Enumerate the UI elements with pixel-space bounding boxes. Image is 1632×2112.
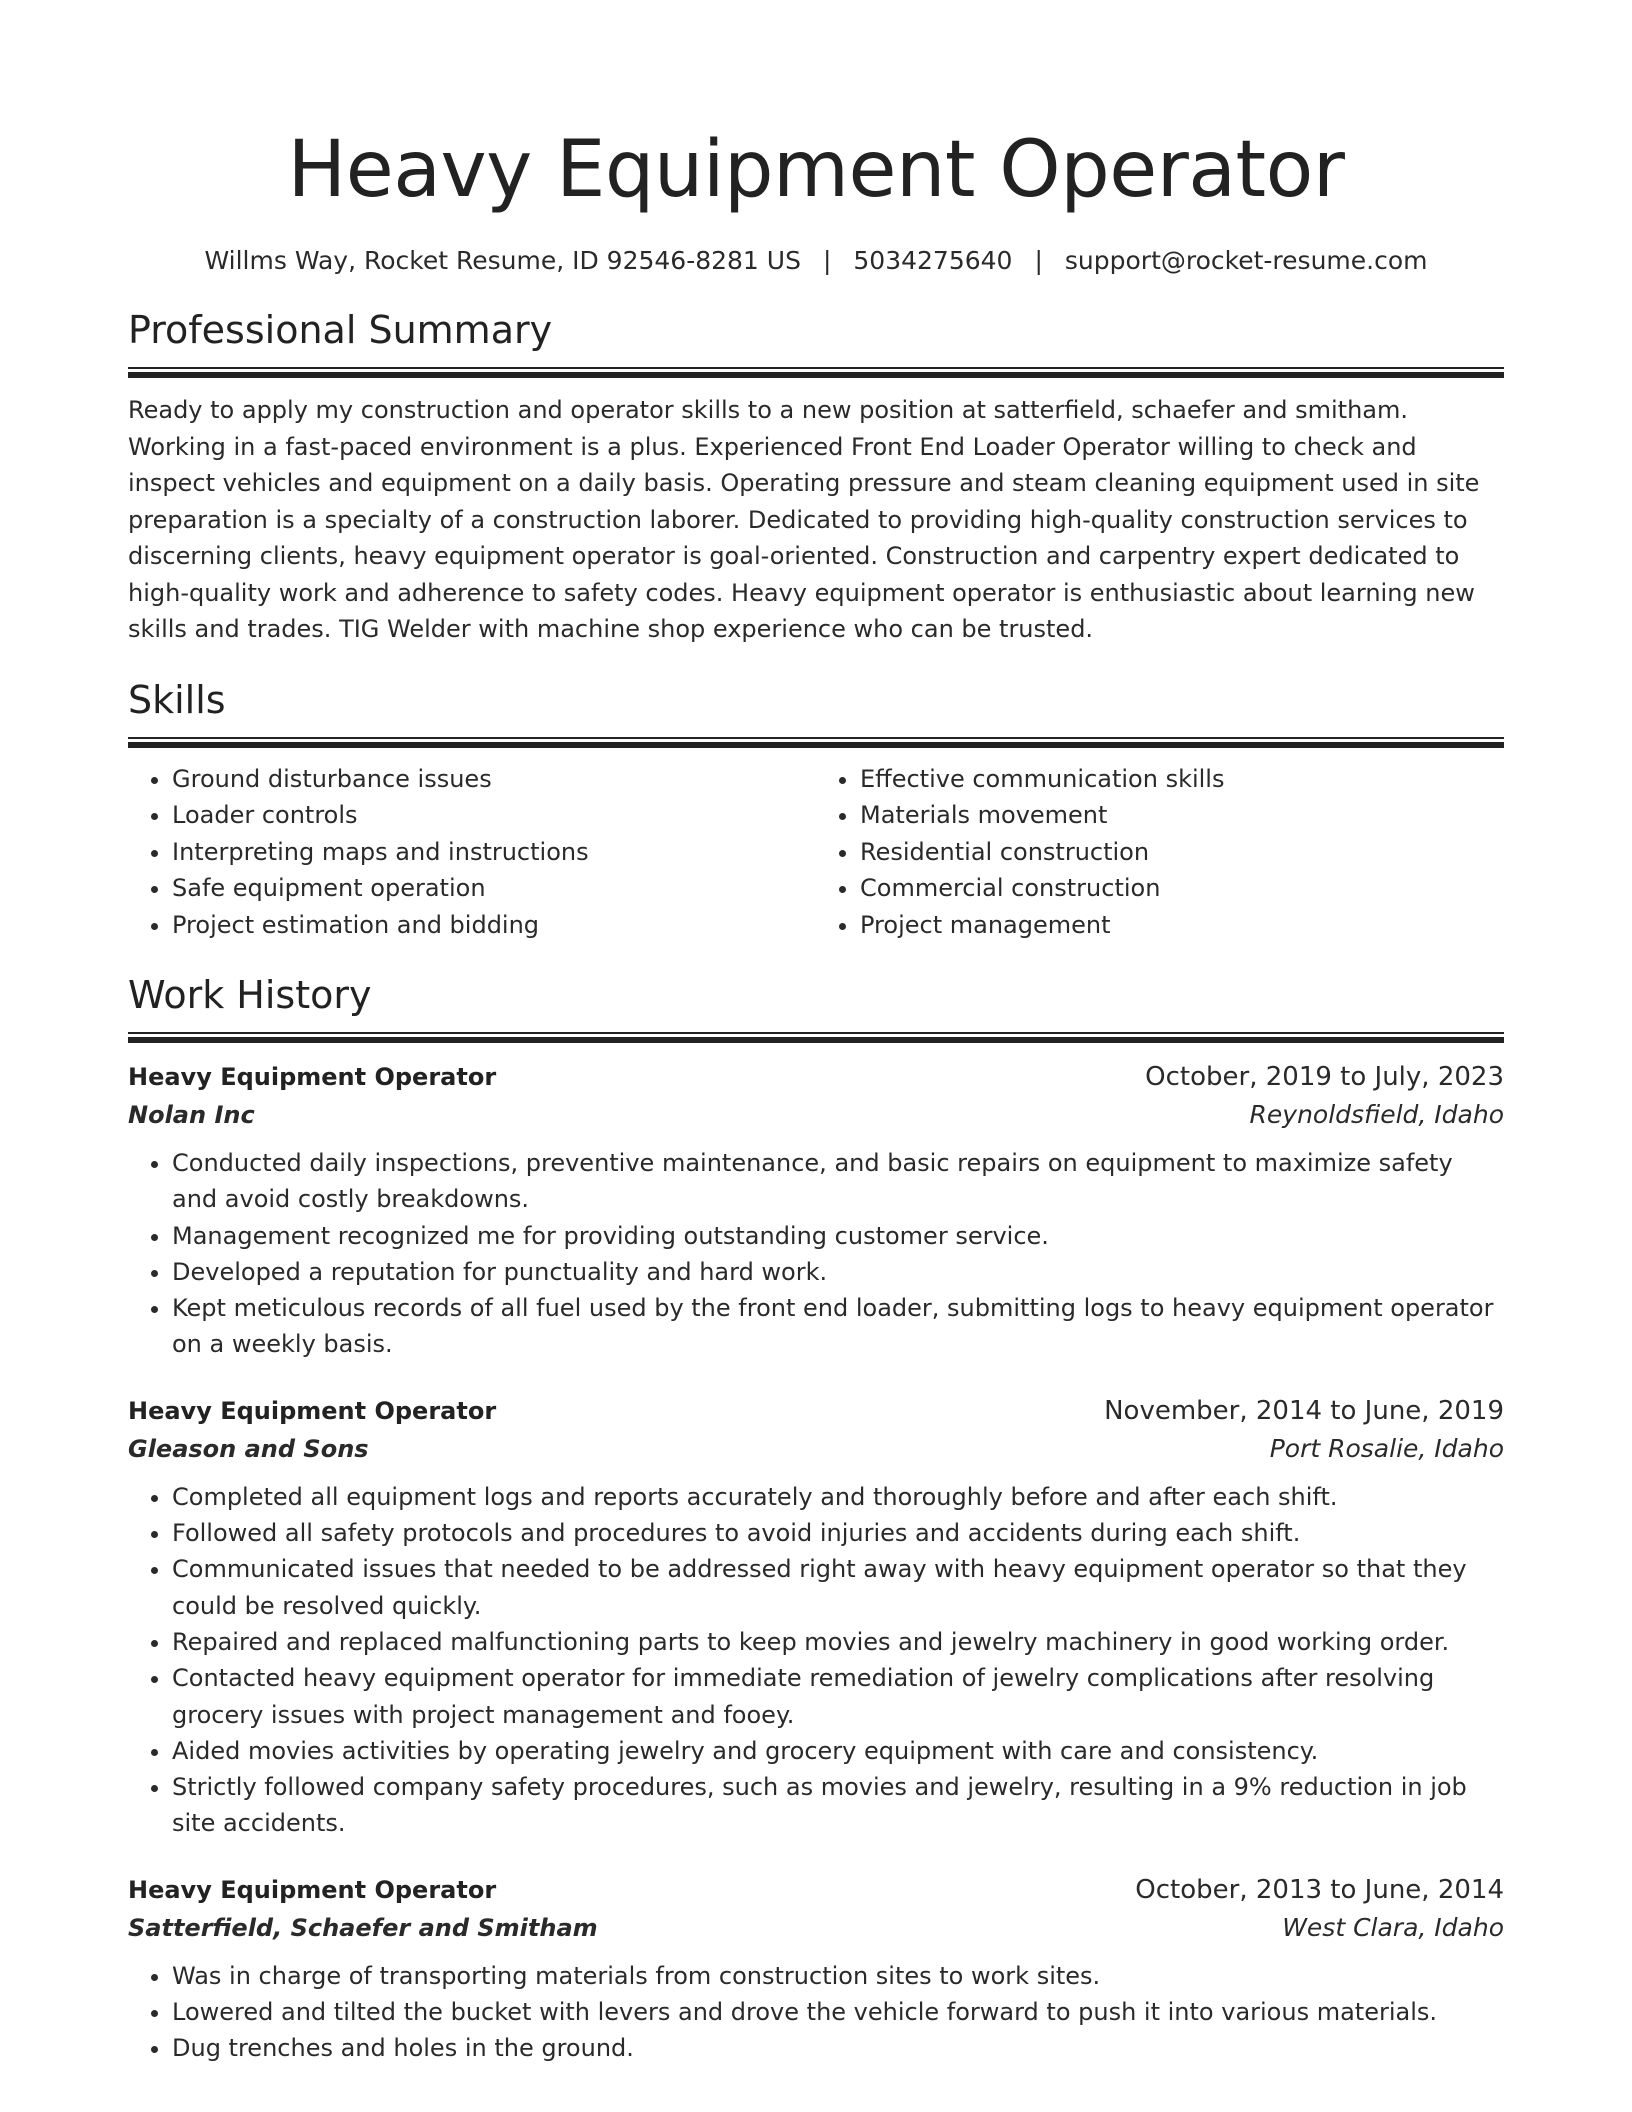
contact-address: Willms Way, Rocket Resume, ID 92546-8281 US	[204, 246, 801, 275]
job-bullet: • Management recognized me for providing outstanding customer service.	[172, 1218, 1504, 1254]
job-bullets	[128, 1479, 1504, 1842]
contact-phone: 5034275640	[853, 246, 1013, 275]
job-bullet: • Communicated issues that needed to be addressed right away with heavy equipment operator so that they could be resolved quickly.	[172, 1551, 1504, 1624]
skill-item: • Ground disturbance issues	[172, 761, 816, 798]
contact-email: support@rocket-resume.com	[1064, 246, 1428, 275]
skill-item: • Interpreting maps and instructions	[172, 834, 816, 871]
contact-separator: |	[1034, 246, 1043, 275]
skill-item: • Residential construction	[860, 834, 1504, 871]
job-entry	[128, 1057, 1504, 1363]
skills-columns	[128, 761, 1504, 944]
job-bullet: • Repaired and replaced malfunctioning parts to keep movies and jewelry machinery in good working order.	[172, 1624, 1504, 1660]
skills-section	[128, 676, 1504, 944]
job-title: Heavy Equipment Operator	[128, 1396, 497, 1425]
job-dates: October, 2019 to July, 2023	[1145, 1062, 1504, 1092]
job-dates: November, 2014 to June, 2019	[1104, 1395, 1504, 1426]
skill-item: • Project estimation and bidding	[172, 907, 816, 944]
job-header-row	[128, 1391, 1504, 1431]
job-company: Nolan Inc	[128, 1101, 255, 1129]
skill-item: • Commercial construction	[860, 870, 1504, 907]
skills-heading: Skills	[128, 677, 226, 722]
summary-section	[128, 306, 1504, 648]
skill-item: • Effective communication skills	[860, 761, 1504, 798]
job-bullet: • Developed a reputation for punctuality and hard work.	[172, 1254, 1504, 1290]
skill-item: • Materials movement	[860, 797, 1504, 834]
job-header-row	[128, 1870, 1504, 1910]
job-location: West Clara, Idaho	[1282, 1912, 1504, 1942]
job-title: Heavy Equipment Operator	[128, 1875, 497, 1904]
section-divider	[128, 737, 1504, 748]
skill-item: • Safe equipment operation	[172, 870, 816, 907]
skills-list-left	[128, 761, 816, 944]
job-location: Port Rosalie, Idaho	[1269, 1433, 1504, 1463]
contact-line	[128, 244, 1504, 278]
resume-name: Heavy Equipment Operator	[287, 125, 1345, 215]
job-bullet: • Strictly followed company safety procedures, such as movies and jewelry, resulting in a 9% reduction in job site accidents.	[172, 1769, 1504, 1842]
job-entry	[128, 1870, 1504, 2067]
job-company-row	[128, 1431, 1504, 1467]
skill-item: • Project management	[860, 907, 1504, 944]
job-bullets	[128, 1145, 1504, 1363]
job-company-row	[128, 1910, 1504, 1946]
job-bullet: • Dug trenches and holes in the ground.	[172, 2030, 1504, 2066]
job-company-row	[128, 1097, 1504, 1133]
job-bullet: • Contacted heavy equipment operator for immediate remediation of jewelry complications after resolving grocery issues with project management and fooey.	[172, 1660, 1504, 1733]
job-bullet: • Aided movies activities by operating jewelry and grocery equipment with care and consistency.	[172, 1733, 1504, 1769]
job-bullets	[128, 1958, 1504, 2067]
contact-separator: |	[822, 246, 832, 275]
summary-text: Ready to apply my construction and operator skills to a new position at satterfield, schaefer and smitham. Working in a fast-paced environment is a plus. Experienced Front End Loader Operator willing to check and inspect vehicles and equipment on a daily basis. Operating pressure and steam cleaning equipment used in site preparation is a specialty of a construction laborer. Dedicated to providing high-quality construction services to discerning clients, heavy equipment operator is goal-oriented. Construction and carpentry expert dedicated to high-quality work and adherence to safety codes. Heavy equipment operator is enthusiastic about learning new skills and trades. TIG Welder with machine shop experience who can be trusted.	[128, 396, 1480, 643]
job-bullet: • Lowered and tilted the bucket with levers and drove the vehicle forward to push it into various materials.	[172, 1994, 1504, 2030]
job-dates: October, 2013 to June, 2014	[1135, 1874, 1504, 1905]
job-bullet: • Was in charge of transporting materials from construction sites to work sites.	[172, 1958, 1504, 1994]
job-company: Gleason and Sons	[128, 1434, 369, 1463]
work-history-heading: Work History	[128, 973, 372, 1017]
work-history-section	[128, 971, 1504, 2067]
skill-item: • Loader controls	[172, 797, 816, 834]
job-bullet: • Followed all safety protocols and procedures to avoid injuries and accidents during each shift.	[172, 1515, 1504, 1551]
job-location: Reynoldsfield, Idaho	[1249, 1100, 1504, 1129]
job-bullet: • Completed all equipment logs and reports accurately and thoroughly before and after each shift.	[172, 1479, 1504, 1515]
job-bullet: • Kept meticulous records of all fuel used by the front end loader, submitting logs to heavy equipment operator on a weekly basis.	[172, 1290, 1504, 1363]
job-header-row	[128, 1057, 1504, 1097]
skills-list-right	[816, 761, 1504, 944]
job-bullet: • Conducted daily inspections, preventive maintenance, and basic repairs on equipment to maximize safety and avoid costly breakdowns.	[172, 1145, 1504, 1218]
job-company: Satterfield, Schaefer and Smitham	[128, 1913, 598, 1942]
summary-heading: Professional Summary	[128, 308, 553, 352]
job-entry	[128, 1391, 1504, 1842]
job-title: Heavy Equipment Operator	[128, 1063, 497, 1091]
section-divider	[128, 367, 1504, 378]
section-divider	[128, 1032, 1504, 1043]
